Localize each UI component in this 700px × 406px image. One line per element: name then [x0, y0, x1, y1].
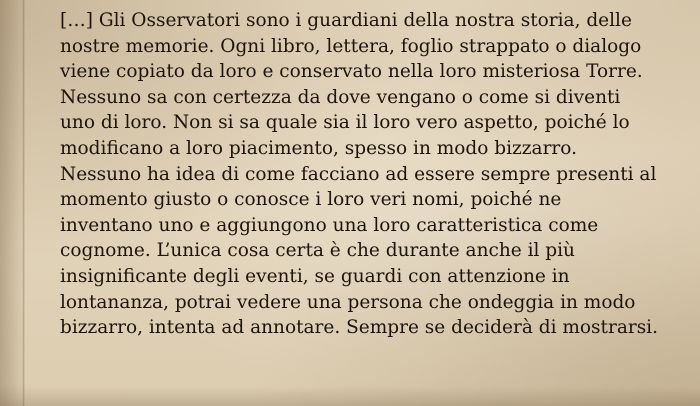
text-line: uno di loro. Non si sa quale sia il loro vero aspetto, poiché lo [60, 112, 630, 134]
text-line: Nessuno sa con certezza da dove vengano o come si diventi [60, 86, 621, 108]
text-line: lontananza, potrai vedere una persona che ondeggia in modo [60, 291, 636, 313]
page-fold-line [22, 0, 25, 406]
text-line: […] Gli Osservatori sono i guardiani della nostra storia, delle [60, 10, 632, 31]
text-line: momento giusto o conosce i loro veri nomi, poiché ne [60, 189, 562, 211]
text-line: bizzarro, intenta ad annotare. Sempre se deciderà di mostrarsi. [60, 317, 658, 339]
text-line: insignificante degli eventi, se guardi con attenzione in [60, 265, 570, 287]
text-line: viene copiato da loro e conservato nella loro misteriosa Torre. [60, 61, 643, 83]
page-bottom-shadow [0, 386, 700, 406]
passage-text [60, 8, 680, 341]
text-line: modificano a loro piacimento, spesso in modo bizzarro. [60, 137, 577, 159]
text-line: cognome. L’unica cosa certa è che durante anche il più [60, 240, 575, 262]
text-line: nostre memorie. Ogni libro, lettera, foglio strappato o dialogo [60, 35, 642, 57]
text-line: Nessuno ha idea di come facciano ad essere sempre presenti al [60, 163, 657, 185]
page-edge-shadow [0, 0, 22, 406]
text-line: inventano uno e aggiungono una loro caratteristica come [60, 214, 599, 236]
